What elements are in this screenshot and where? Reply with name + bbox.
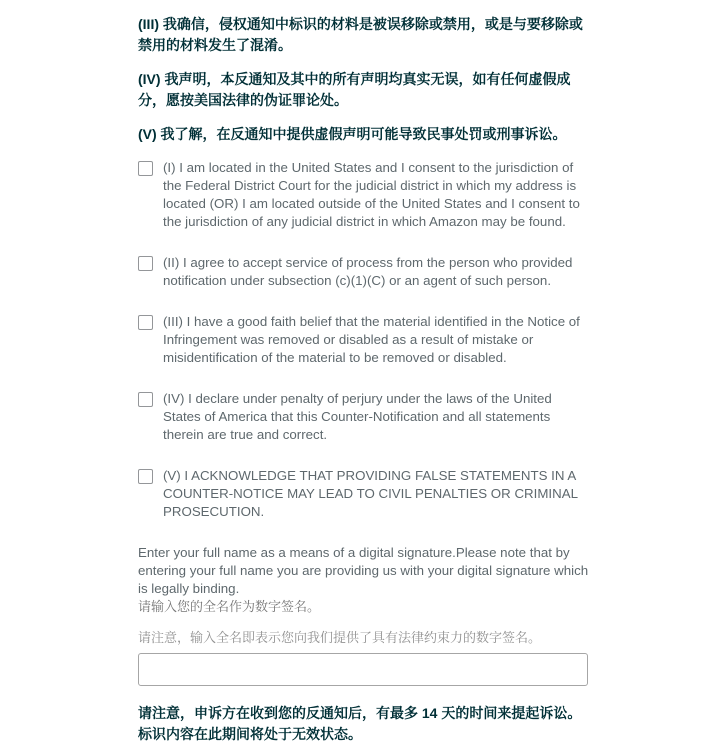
signature-input[interactable]	[138, 653, 588, 686]
digital-signature-instructions-en: Enter your full name as a means of a digital signature.Please note that by entering your full name you are providing us with your digital signature which is legally binding.	[138, 545, 589, 596]
checkbox-row-v	[138, 467, 592, 521]
statement-iii-zh: (III) 我确信，侵权通知中标识的材料是被误移除或禁用，或是与要移除或禁用的材料发生了混淆。	[138, 16, 583, 53]
statement-iv-zh: (IV) 我声明，本反通知及其中的所有声明均真实无误，如有任何虚假成分，愿按美国法律的伪证罪论处。	[138, 71, 571, 108]
digital-signature-note-zh: 请注意，输入全名即表示您向我们提供了具有法律约束力的数字签名。	[138, 630, 542, 645]
checkbox-label-v: (V) I ACKNOWLEDGE THAT PROVIDING FALSE STATEMENTS IN A COUNTER-NOTICE MAY LEAD TO CIVIL PENALTIES OR CRIMINAL PROSECUTION.	[163, 468, 578, 519]
checkbox-row-i	[138, 159, 592, 231]
statement-v-zh: (V) 我了解，在反通知中提供虚假声明可能导致民事处罚或刑事诉讼。	[138, 126, 567, 142]
checkbox-statement-i[interactable]	[138, 161, 153, 176]
checkbox-label-iv: (IV) I declare under penalty of perjury under the laws of the United States of America that this Counter-Notification and all statements therein are true and correct.	[163, 391, 552, 442]
checkbox-row-iii	[138, 313, 592, 367]
checkbox-statement-ii[interactable]	[138, 256, 153, 271]
digital-signature-instructions-zh: 请输入您的全名作为数字签名。	[138, 599, 321, 614]
checkbox-row-ii	[138, 254, 592, 290]
checkbox-statement-iv[interactable]	[138, 392, 153, 407]
acknowledgement-checkbox-list	[138, 159, 592, 521]
checkbox-label-i: (I) I am located in the United States and I consent to the jurisdiction of the Federal District Court for the judicial district in which my address is located (OR) I am located outside of the United States and I consent to the jurisdiction of any judicial district in which Amazon may be found.	[163, 160, 580, 229]
footer-note-zh: 请注意，申诉方在收到您的反通知后，有最多 14 天的时间来提起诉讼。标识内容在此期间将处于无效状态。	[138, 705, 582, 742]
checkbox-label-iii: (III) I have a good faith belief that the material identified in the Notice of Infringement was removed or disabled as a result of mistake or misidentification of the material to be removed or disabled.	[163, 314, 580, 365]
checkbox-label-ii: (II) I agree to accept service of process from the person who provided notification under subsection (c)(1)(C) or an agent of such person.	[163, 255, 573, 288]
checkbox-statement-iii[interactable]	[138, 315, 153, 330]
checkbox-row-iv	[138, 390, 592, 444]
checkbox-statement-v[interactable]	[138, 469, 153, 484]
